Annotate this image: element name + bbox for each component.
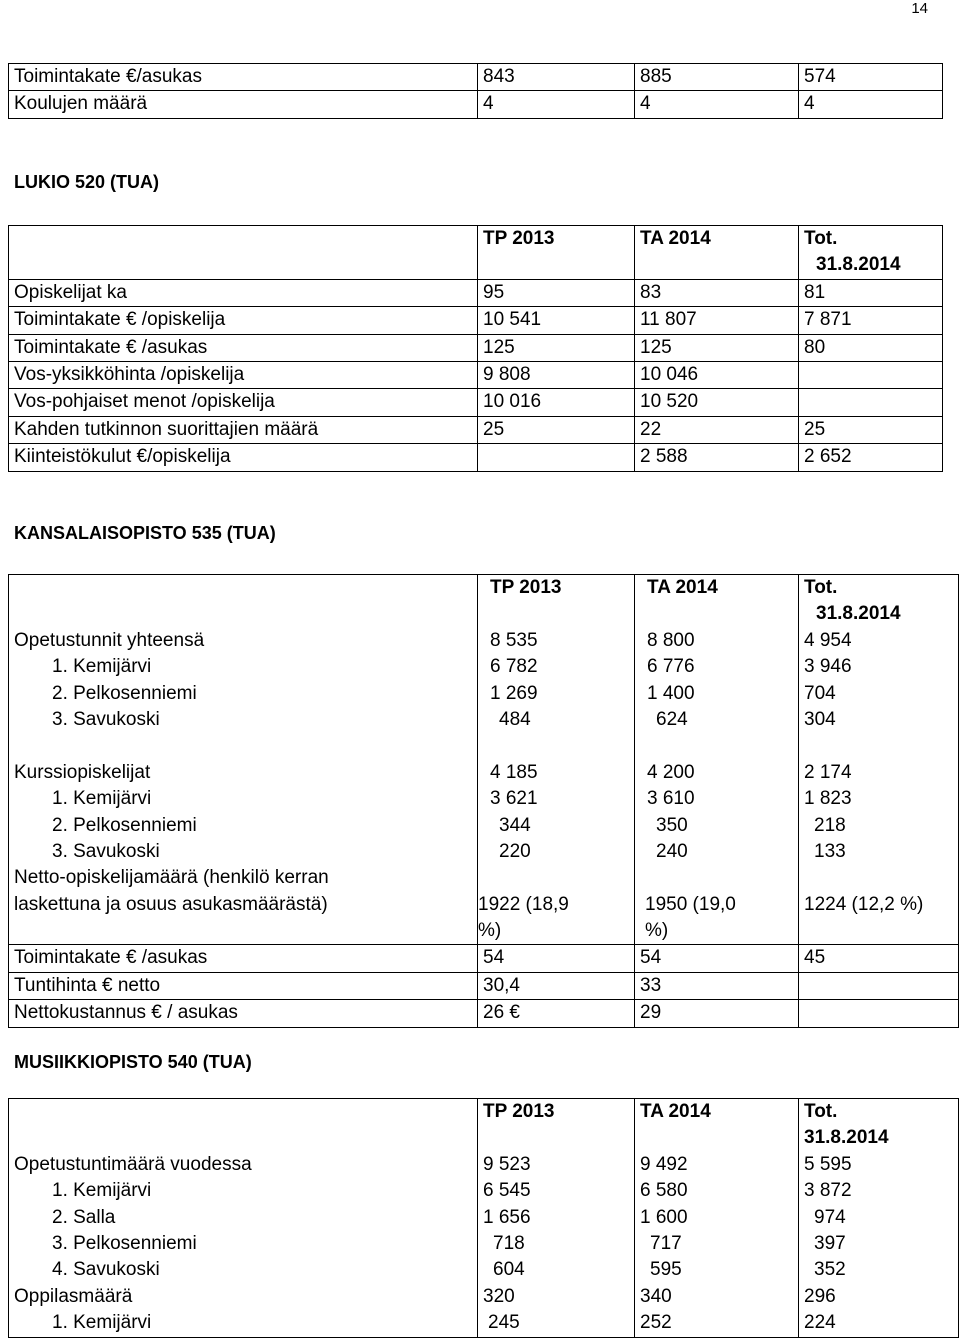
cell-tp: 125 (478, 334, 635, 361)
cell-tp: 54 (478, 945, 635, 972)
cell-ta: 252 (640, 1312, 672, 1334)
cell-tot: 45 (799, 945, 959, 972)
row-label: Kiinteistökulut €/opiskelija (9, 444, 478, 471)
list-item: 3. Pelkosenniemi (52, 1232, 197, 1254)
header-tp: TP 2013 (483, 1101, 555, 1122)
ta-column (635, 575, 799, 945)
cell-tp: 245 (488, 1312, 520, 1334)
list-item: 2. Pelkosenniemi (52, 814, 197, 836)
table-lukio (8, 225, 943, 472)
cell-ta: 3 610 (647, 788, 695, 810)
cell-tot: 704 (804, 682, 836, 704)
row-label: Koulujen määrä (9, 91, 478, 118)
table-row (9, 389, 943, 416)
table-row (9, 307, 943, 334)
cell-ta: 717 (650, 1232, 682, 1254)
cell-tot: 352 (814, 1259, 846, 1281)
list-item: 1. Kemijärvi (52, 1312, 152, 1334)
cell-tp: 6 782 (490, 656, 538, 678)
cell-ta: 29 (635, 1000, 799, 1027)
cell-netto-ta-line1: 1950 (19,0 (645, 893, 736, 915)
cell-tot: 2 174 (804, 761, 852, 783)
cell-tp: 718 (493, 1232, 525, 1254)
cell-ta: 8 800 (647, 629, 695, 651)
header-ta: TA 2014 (640, 1101, 711, 1122)
oppilasmaara-title: Oppilasmäärä (14, 1285, 133, 1307)
cell-tot: 224 (804, 1312, 836, 1334)
row-label: Toimintakate € /asukas (9, 334, 478, 361)
cell-tot: 133 (814, 840, 846, 862)
row-label: Nettokustannus € / asukas (9, 1000, 478, 1027)
list-item: 1. Kemijärvi (52, 788, 152, 810)
cell-tp: 25 (478, 416, 635, 443)
table-row (9, 91, 943, 118)
tot-column (799, 1099, 959, 1338)
table-row (9, 64, 943, 91)
labels-cell (9, 575, 478, 945)
cell-tot: 4 (799, 91, 943, 118)
cell-tot (799, 1000, 959, 1027)
list-item: 2. Pelkosenniemi (52, 682, 197, 704)
netto-label-line1: Netto-opiskelijamäärä (henkilö kerran (14, 867, 329, 889)
row-label: Kahden tutkinnon suorittajien määrä (9, 416, 478, 443)
cell-tp: 484 (499, 708, 531, 730)
cell-tp: 4 (478, 91, 635, 118)
list-item: 4. Savukoski (52, 1259, 160, 1281)
cell-ta: 4 200 (647, 761, 695, 783)
cell-tp: 9 523 (483, 1153, 531, 1175)
table-musiikkiopisto (8, 1098, 959, 1338)
cell-netto-ta-line2: %) (645, 920, 669, 942)
row-label: Opiskelijat ka (9, 279, 478, 306)
cell-ta: 6 776 (647, 656, 695, 678)
cell-ta: 22 (635, 416, 799, 443)
cell-tot: 2 652 (799, 444, 943, 471)
kansalaisopisto-body-row (9, 575, 959, 945)
cell-tot (799, 972, 959, 999)
cell-netto-tp-line1: 1922 (18,9 (478, 893, 569, 915)
kurssiopiskelijat-title: Kurssiopiskelijat (14, 761, 151, 783)
header-tp: TP 2013 (490, 577, 562, 598)
cell-tp: 8 535 (490, 629, 538, 651)
table-row (9, 334, 943, 361)
cell-tot: 3 872 (804, 1180, 852, 1202)
cell-ta: 10 046 (635, 362, 799, 389)
cell-ta: 9 492 (640, 1153, 688, 1175)
cell-tot: 3 946 (804, 656, 852, 678)
opetustuntimaara-title: Opetustuntimäärä vuodessa (14, 1153, 252, 1175)
cell-tot: 218 (814, 814, 846, 836)
cell-tp: 95 (478, 279, 635, 306)
cell-ta: 350 (656, 814, 688, 836)
cell-tot (799, 389, 943, 416)
list-item: 2. Salla (52, 1206, 116, 1228)
cell-tot: 974 (814, 1206, 846, 1228)
row-label: Toimintakate € /asukas (9, 945, 478, 972)
cell-netto-tp-line2: %) (478, 920, 502, 942)
table-continuation (8, 63, 943, 119)
musiikkiopisto-body-row (9, 1099, 959, 1338)
cell-ta: 885 (635, 64, 799, 91)
row-label: Vos-yksikköhinta /opiskelija (9, 362, 478, 389)
cell-tot (799, 362, 943, 389)
cell-tp (478, 444, 635, 471)
header-ta: TA 2014 (635, 226, 799, 280)
list-item: 3. Savukoski (52, 840, 160, 862)
cell-tot: 4 954 (804, 629, 852, 651)
section-heading-lukio: LUKIO 520 (TUA) (14, 172, 160, 192)
header-tot-line2: 31.8.2014 (816, 254, 901, 276)
cell-ta: 240 (656, 840, 688, 862)
cell-tp: 9 808 (478, 362, 635, 389)
header-tot-line2: 31.8.2014 (816, 603, 901, 625)
row-label: Toimintakate € /opiskelija (9, 307, 478, 334)
cell-ta: 1 600 (640, 1206, 688, 1228)
cell-tot: 81 (799, 279, 943, 306)
section-heading-kansalaisopisto: KANSALAISOPISTO 535 (TUA) (14, 523, 276, 543)
row-label: Tuntihinta € netto (9, 972, 478, 999)
cell-ta: 624 (656, 708, 688, 730)
header-tot-line1: Tot. (804, 1101, 838, 1122)
cell-tot: 397 (814, 1232, 846, 1254)
cell-tp: 26 € (478, 1000, 635, 1027)
cell-tp: 6 545 (483, 1180, 531, 1202)
cell-tp: 320 (483, 1285, 515, 1307)
cell-tot: 304 (804, 708, 836, 730)
table-row (9, 945, 959, 972)
header-tp: TP 2013 (478, 226, 635, 280)
cell-tot: 296 (804, 1285, 836, 1307)
table-row (9, 362, 943, 389)
cell-tp: 604 (493, 1259, 525, 1281)
cell-tp: 4 185 (490, 761, 538, 783)
list-item: 1. Kemijärvi (52, 1180, 152, 1202)
header-tot-line2: 31.8.2014 (804, 1127, 889, 1149)
cell-tp: 1 269 (490, 682, 538, 704)
table-kansalaisopisto (8, 574, 959, 1028)
labels-cell (9, 1099, 478, 1338)
cell-tp: 10 541 (478, 307, 635, 334)
netto-label-line2: laskettuna ja osuus asukasmäärästä) (14, 893, 328, 915)
table-row (9, 1000, 959, 1027)
table-row (9, 416, 943, 443)
cell-tp: 344 (499, 814, 531, 836)
cell-ta: 83 (635, 279, 799, 306)
cell-ta: 6 580 (640, 1180, 688, 1202)
cell-ta: 340 (640, 1285, 672, 1307)
tp-column (478, 1099, 635, 1338)
table-row (9, 972, 959, 999)
table-row (9, 444, 943, 471)
cell-ta: 10 520 (635, 389, 799, 416)
header-ta: TA 2014 (647, 577, 718, 598)
cell-tp: 1 656 (483, 1206, 531, 1228)
header-tot-line1: Tot. (804, 577, 838, 598)
opetustunnit-title: Opetustunnit yhteensä (14, 629, 205, 651)
cell-tot: 574 (799, 64, 943, 91)
page-number: 14 (911, 0, 928, 17)
cell-ta: 33 (635, 972, 799, 999)
cell-ta: 595 (650, 1259, 682, 1281)
row-label: Toimintakate €/asukas (9, 64, 478, 91)
cell-tot: 5 595 (804, 1153, 852, 1175)
row-label: Vos-pohjaiset menot /opiskelija (9, 389, 478, 416)
table-row (9, 279, 943, 306)
cell-ta: 1 400 (647, 682, 695, 704)
list-item: 3. Savukoski (52, 708, 160, 730)
cell-tot: 1 823 (804, 788, 852, 810)
cell-ta: 4 (635, 91, 799, 118)
cell-tot: 80 (799, 334, 943, 361)
cell-tp: 220 (499, 840, 531, 862)
cell-ta: 11 807 (635, 307, 799, 334)
header-tot (799, 226, 943, 280)
cell-tp: 3 621 (490, 788, 538, 810)
cell-tp: 10 016 (478, 389, 635, 416)
table-header-row (9, 226, 943, 280)
tp-column (478, 575, 635, 945)
list-item: 1. Kemijärvi (52, 656, 152, 678)
header-tot-line1: Tot. (804, 228, 838, 249)
tot-column (799, 575, 959, 945)
cell-tot: 7 871 (799, 307, 943, 334)
section-heading-musiikkiopisto: MUSIIKKIOPISTO 540 (TUA) (14, 1052, 252, 1072)
cell-tot: 25 (799, 416, 943, 443)
cell-ta: 125 (635, 334, 799, 361)
cell-netto-tot: 1224 (12,2 %) (804, 893, 924, 915)
cell-tp: 30,4 (478, 972, 635, 999)
cell-ta: 2 588 (635, 444, 799, 471)
cell-ta: 54 (635, 945, 799, 972)
ta-column (635, 1099, 799, 1338)
cell-tp: 843 (478, 64, 635, 91)
